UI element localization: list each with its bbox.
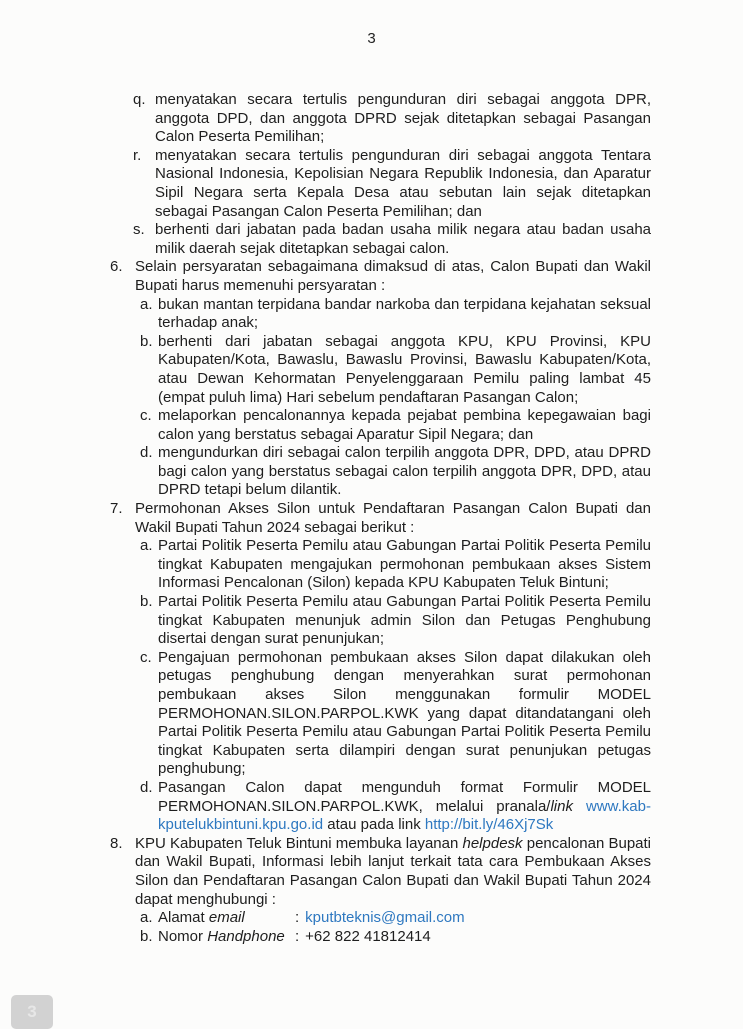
item-text-rich (135, 835, 651, 909)
document-body (110, 91, 651, 946)
item-text: Partai Politik Peserta Pemilu atau Gabungan Partai Politik Peserta Pemilu tingkat Kabupaten menunjuk admin Silon dan Petugas Penghubung disertai dengan surat penunjukan; (158, 593, 651, 648)
contact-row-phone (110, 928, 651, 947)
list-item-7c (110, 649, 651, 779)
item-marker: s. (133, 221, 145, 239)
text-segment (573, 798, 586, 815)
item-text: bukan mantan terpidana bandar narkoba dan terpidana kejahatan seksual terhadap anak; (158, 295, 651, 332)
list-item-6a (110, 296, 651, 333)
list-item-8 (110, 835, 651, 909)
list-item-6b (110, 333, 651, 407)
item-text: menyatakan secara tertulis pengunduran diri sebagai anggota Tentara Nasional Indonesia, Kepolisian Negara Republik Indonesia, dan Aparatur Sipil Negara serta Kepala Desa atau sebutan lain sejak ditetapkan sebagai Pasangan Calon Peserta Pemilihan; dan (155, 146, 651, 220)
list-item-s (110, 221, 651, 258)
colon-separator: : (295, 927, 300, 945)
list-item-7d (110, 779, 651, 835)
contact-label-text: Nomor (158, 927, 208, 945)
kab-kputelukbintuni-link[interactable]: www.kab-kputelukbintuni.kpu.go.id (158, 797, 651, 834)
text-segment: pencalonan Bupati dan Wakil Bupati, Informasi lebih lanjut terkait tata cara Pembukaan Akses Silon dan Pendaftaran Pasangan Calon Bupati dan Wakil Bupati Tahun 2024 dapat menghubungi : (135, 834, 652, 908)
item-marker: b. (140, 927, 153, 945)
page-indicator-badge: 3 (11, 995, 53, 1029)
contact-label-italic: Handphone (207, 927, 285, 945)
contact-label (158, 928, 295, 947)
list-item-7 (110, 500, 651, 537)
item-text: Selain persyaratan sebagaimana dimaksud di atas, Calon Bupati dan Wakil Bupati harus memenuhi persyaratan : (135, 258, 651, 294)
item-marker: q. (133, 91, 146, 108)
item-marker: d. (140, 444, 153, 462)
page-number: 3 (367, 30, 376, 47)
item-text: berhenti dari jabatan sebagai anggota KPU, KPU Provinsi, KPU Kabupaten/Kota, Bawaslu, Bawaslu Provinsi, Bawaslu Kabupaten/Kota, atau Dewan Kehormatan Penyelenggaraan Pemilu paling lambat 45 (empat puluh lima) Hari sebelum pendaftaran Pasangan Calon; (158, 332, 651, 406)
item-marker: 7. (110, 500, 123, 518)
list-item-7b (110, 593, 651, 649)
item-text: menyatakan secara tertulis pengunduran diri sebagai anggota DPR, anggota DPD, dan anggota DPRD sejak ditetapkan sebagai Pasangan Calon Peserta Pemilihan; (155, 91, 651, 146)
item-marker: d. (140, 778, 153, 796)
list-item-6c (110, 407, 651, 444)
item-marker: 6. (110, 258, 123, 276)
item-text: Permohonan Akses Silon untuk Pendaftaran Pasangan Calon Bupati dan Wakil Bupati Tahun 2024 sebagai berikut : (135, 500, 651, 536)
contact-row-email (110, 909, 651, 928)
item-text: mengundurkan diri sebagai calon terpilih anggota DPR, DPD, atau DPRD bagi calon yang berstatus sebagai calon terpilih anggota DPR, DPD, atau DPRD tetapi belum dilantik. (158, 444, 651, 499)
item-text: Partai Politik Peserta Pemilu atau Gabungan Partai Politik Peserta Pemilu tingkat Kabupaten mengajukan permohonan pembukaan akses Sistem Informasi Pencalonan (Silon) kepada KPU Kabupaten Teluk Bintuni; (158, 537, 651, 592)
item-marker: a. (140, 295, 153, 313)
item-marker: a. (140, 909, 153, 927)
list-item-7a (110, 537, 651, 593)
list-item-6d (110, 444, 651, 500)
contact-label-text: Alamat (158, 909, 209, 927)
contact-label-italic: email (208, 909, 245, 927)
text-segment: Pasangan Calon dapat mengunduh format Formulir MODEL PERMOHONAN.SILON.PARPOL.KWK, melalui pranala/ (158, 778, 651, 815)
item-marker: b. (140, 593, 153, 611)
italic-text: link (550, 797, 573, 815)
item-marker: 8. (110, 834, 123, 852)
italic-text: helpdesk (462, 834, 523, 852)
item-text: Pengajuan permohonan pembukaan akses Silon dapat dilakukan oleh petugas penghubung dengan menyerahkan surat permohonan pembukaan akses Silon menggunakan formulir MODEL PERMOHONAN.SILON.PARPOL.KWK yang dapat ditandatangani oleh Partai Politik Peserta Pemilu atau Gabungan Partai Politik Peserta Pemilu tingkat Kabupaten serta dilampiri dengan surat penunjukan petugas penghubung; (158, 648, 651, 778)
item-marker: r. (133, 146, 142, 164)
item-text-rich (158, 779, 651, 835)
item-text: melaporkan pencalonannya kepada pejabat pembina kepegawaian bagi calon yang berstatus sebagai Aparatur Sipil Negara; dan (158, 407, 651, 443)
item-text: berhenti dari jabatan pada badan usaha milik negara atau badan usaha milik daerah sejak ditetapkan sebagai calon. (155, 221, 651, 257)
text-segment: KPU Kabupaten Teluk Bintuni membuka layanan (135, 834, 463, 852)
list-item-6 (110, 258, 651, 295)
email-link[interactable]: kputbteknis@gmail.com (305, 909, 465, 927)
item-marker: c. (140, 648, 152, 666)
item-marker: b. (140, 332, 153, 350)
list-item-r (110, 147, 651, 221)
phone-number: +62 822 41812414 (305, 927, 431, 945)
contact-label (158, 909, 295, 928)
list-item-q (110, 91, 651, 147)
colon-separator: : (295, 909, 300, 927)
bitly-link[interactable]: http://bit.ly/46Xj7Sk (424, 816, 554, 834)
text-segment: atau pada link (323, 816, 425, 834)
item-marker: c. (140, 407, 152, 425)
item-marker: a. (140, 537, 153, 555)
